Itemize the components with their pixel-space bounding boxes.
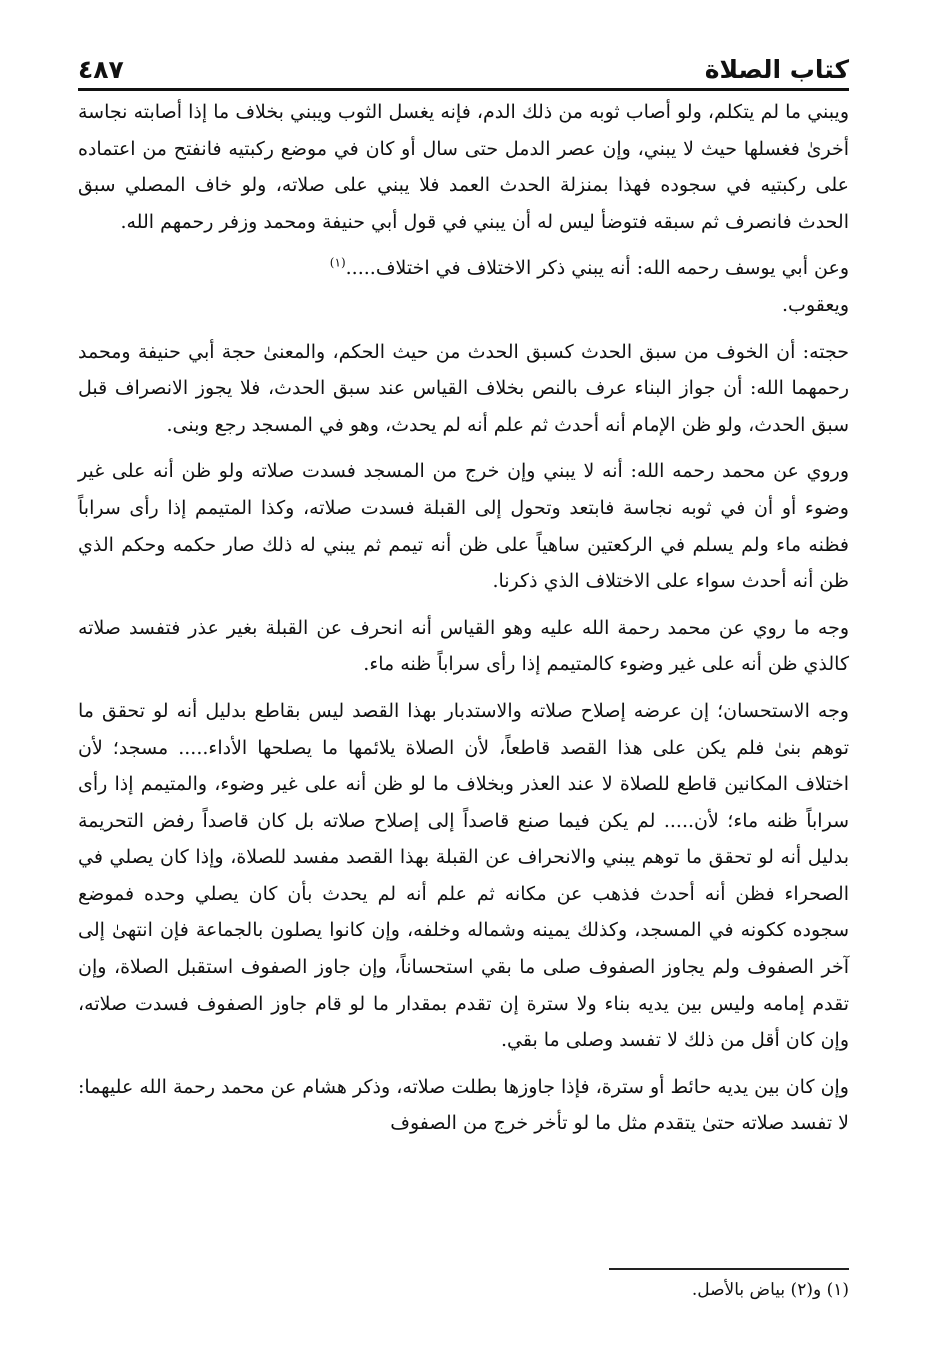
paragraph: ويعقوب. bbox=[782, 293, 849, 316]
paragraph: حجته: أن الخوف من سبق الحدث كسبق الحدث من حيث الحكم، والمعنىٰ حجة أبي حنيفة ومحمد رحمهما الله: أن جواز البناء عرف بالنص بخلاف القياس عند سبق الحدث، فلا يجوز الانصراف قبل سبق الحدث، ولو ظن الإمام أنه أحدث ثم علم أنه لم يحدث، وهو في المسجد رجع وبنى. bbox=[78, 340, 849, 436]
paragraph: ويبني ما لم يتكلم، ولو أصاب ثوبه من ذلك الدم، فإنه يغسل الثوب ويبني بخلاف ما إذا أصابته نجاسة أخرىٰ فغسلها حيث لا يبني، وإن عصر الدمل حتى سال أو كان في موضع ركبتيه فانفتح من اعتماده على ركبتيه في سجوده فهذا بمنزلة الحدث العمد فلا يبني على صلاته، ولو خاف المصلي سبق الحدث فانصرف ثم سبقه فتوضأ ليس له أن يبني في قول أبي حنيفة ومحمد وزفر رحمهم الله. bbox=[78, 101, 849, 233]
footnote-marker: (١) bbox=[329, 256, 346, 271]
footnotes bbox=[609, 1268, 849, 1300]
paragraph bbox=[78, 250, 849, 287]
paragraph: وجه ما روي عن محمد رحمة الله عليه وهو القياس أنه انحرف عن القبلة بغير عذر فتفسد صلاته كالذي ظن أنه على غير وضوء كالمتيمم إذا رأى سراباً ظنه ماء. bbox=[78, 616, 849, 676]
paragraph: وروي عن محمد رحمه الله: أنه لا يبني وإن خرج من المسجد فسدت صلاته ولو ظن أنه على غير وضوء أو أن في ثوبه نجاسة فابتعد وتحول إلى القبلة فسدت صلاته، وكذا المتيمم إذا رأى سراباً فظنه ماء ولم يسلم في الركعتين ساهياً على ظن أنه تيمم ثم يبني له ذلك صار حكمه وحكم الذي ظن أنه أحدث سواء على الاختلاف الذي ذكرنا. bbox=[78, 460, 849, 593]
footnote-divider bbox=[609, 1268, 849, 1270]
paragraph: وجه الاستحسان؛ إن عرضه إصلاح صلاته والاستدبار بهذا القصد ليس بقاطع بدليل أنه لو تحقق ما توهم بنىٰ فلم يكن على هذا القصد قاطعاً، لأن الصلاة يلائمها ما يصلحها الأداء..... مسجد؛ لأن اختلاف المكانين قاطع للصلاة لا عند العذر وبخلاف ما لو ظن أنه على غير وضوء، والمتيمم إذا رأى سراباً ظنه ماء؛ لأن..... لم يكن فيما صنع قاصداً إلى إصلاح صلاته بل كان قاصداً رفض التحريمة بدليل أنه لو تحقق ما توهم يبني والانحراف عن القبلة بهذا القصد مفسد للصلاة، وإذا كان يصلي في الصحراء فظن أنه أحدث فذهب عن مكانه ثم علم أنه لم يحدث بأن كان يصلي وحده فموضع سجوده ككونه في المسجد، وكذلك يمينه وشماله وخلفه، وإن كانوا يصلون بالجماعة فإن انتهىٰ إلى آخر الصفوف ولم يجاوز الصفوف صلى ما بقي استحساناً، وإن جاوز الصفوف استقبل الصلاة، وإن تقدم إمامه وليس بين يديه بناء ولا سترة إن تقدم بمقدار ما لو قام جاوز الصفوف فسدت صلاته، وإن كان أقل من ذلك لا تفسد وصلى ما بقي. bbox=[78, 699, 849, 1052]
footnote-text: (١) و(٢) بياض بالأصل. bbox=[691, 1280, 849, 1300]
page-header bbox=[78, 36, 849, 91]
paragraph: وإن كان بين يديه حائط أو سترة، فإذا جاوزها بطلت صلاته، وذكر هشام عن محمد رحمة الله عليهما: لا تفسد صلاته حتىٰ يتقدم مثل ما لو تأخر خرج من الصفوف bbox=[78, 1075, 849, 1135]
page-number: ٤٨٧ bbox=[78, 55, 124, 84]
paragraph-text: وعن أبي يوسف رحمه الله: أنه يبني ذكر الاختلاف في اختلاف..... bbox=[345, 257, 849, 280]
page-body bbox=[78, 94, 849, 1152]
book-title: كتاب الصلاة bbox=[704, 55, 849, 84]
